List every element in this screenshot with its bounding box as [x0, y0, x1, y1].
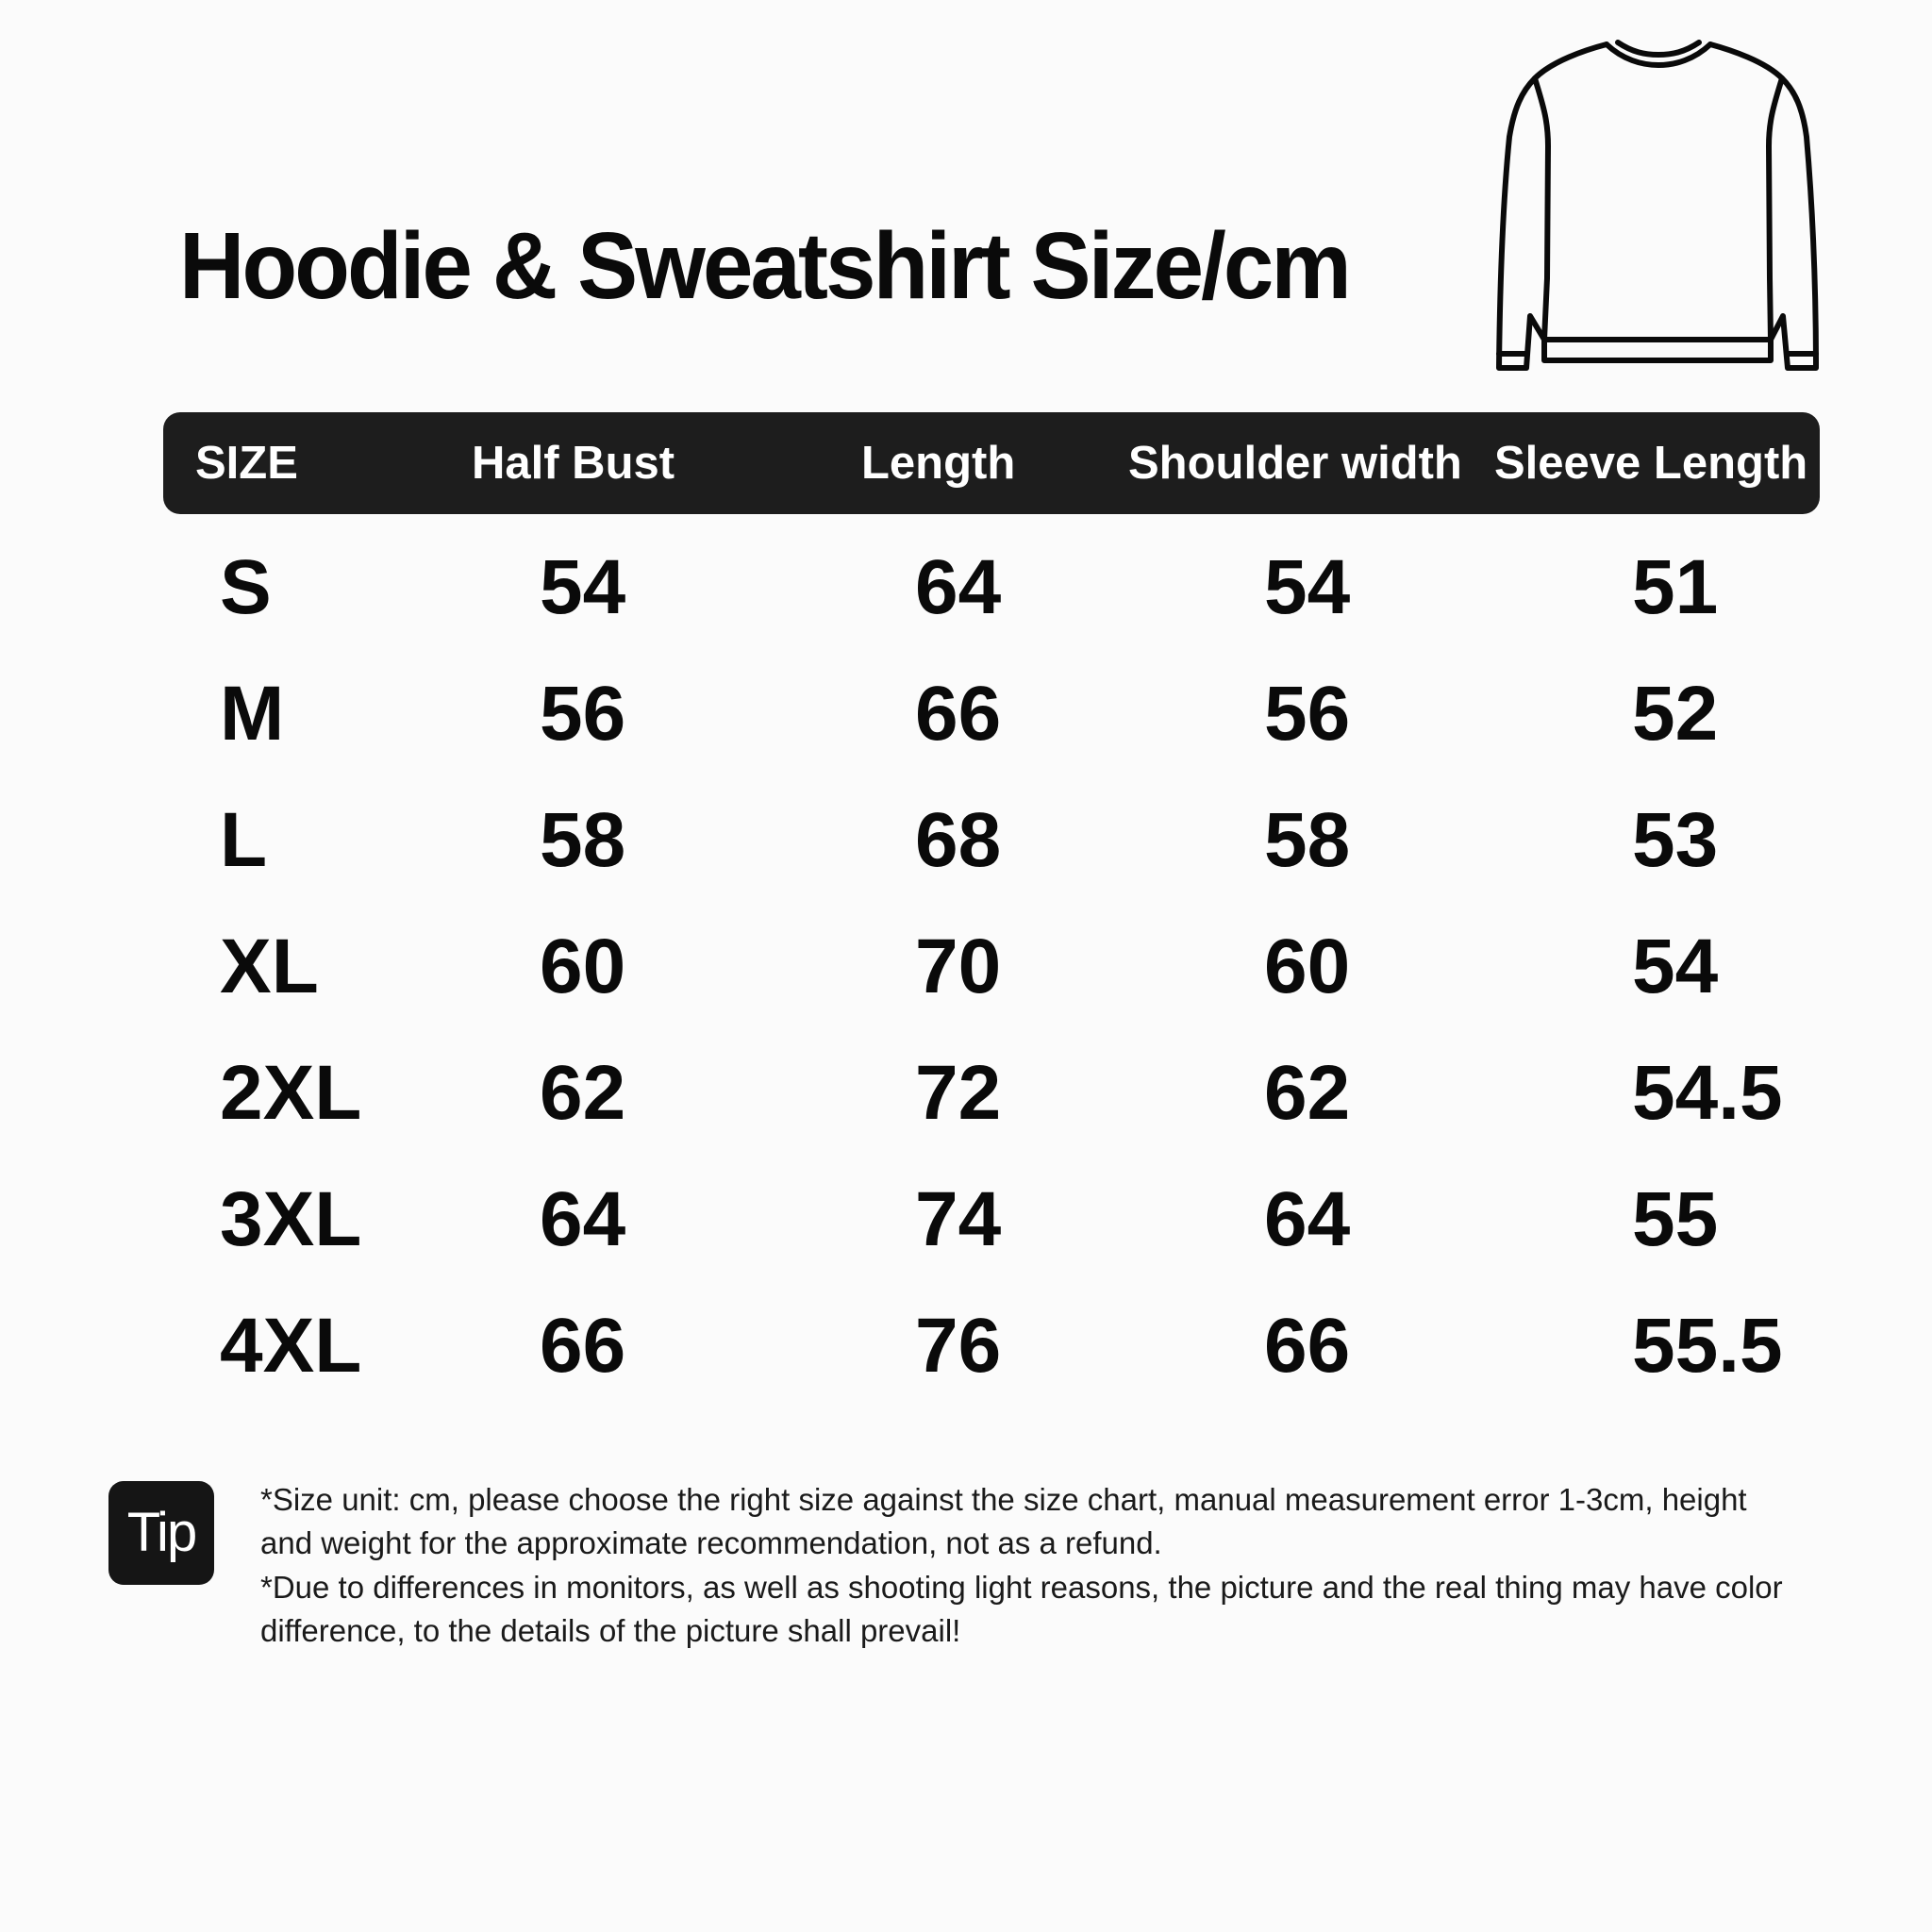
cell-half-bust: 66	[540, 1303, 626, 1389]
cell-half-bust: 56	[540, 671, 626, 757]
cell-shoulder-width: 60	[1264, 924, 1351, 1009]
header-size: SIZE	[195, 438, 298, 489]
cell-sleeve-length: 54	[1632, 924, 1719, 1009]
cell-shoulder-width: 66	[1264, 1303, 1351, 1389]
cell-size: M	[220, 671, 285, 757]
cell-sleeve-length: 55	[1632, 1176, 1719, 1262]
sweatshirt-outline-icon	[1495, 33, 1821, 377]
cell-shoulder-width: 54	[1264, 544, 1351, 630]
cell-sleeve-length: 52	[1632, 671, 1719, 757]
cell-size: S	[220, 544, 272, 630]
header-length: Length	[861, 438, 1016, 489]
cell-sleeve-length: 55.5	[1632, 1303, 1783, 1389]
tip-note-size-unit: *Size unit: cm, please choose the right size against the size chart, manual measurement error 1-3cm, height and weight for the approximate recommendation, not as a refund.	[260, 1482, 1747, 1560]
cell-size: XL	[220, 924, 319, 1009]
cell-half-bust: 54	[540, 544, 626, 630]
cell-shoulder-width: 56	[1264, 671, 1351, 757]
tip-note-color-difference: *Due to differences in monitors, as well as shooting light reasons, the picture and the real thing may have color difference, to the details of the picture shall prevail!	[260, 1570, 1783, 1648]
header-half-bust: Half Bust	[472, 438, 675, 489]
cell-length: 68	[915, 797, 1002, 883]
cell-length: 64	[915, 544, 1002, 630]
cell-size: L	[220, 797, 268, 883]
cell-length: 72	[915, 1050, 1002, 1136]
cell-shoulder-width: 62	[1264, 1050, 1351, 1136]
cell-size: 4XL	[220, 1303, 362, 1389]
tip-badge: Tip	[108, 1481, 214, 1585]
cell-shoulder-width: 58	[1264, 797, 1351, 883]
cell-half-bust: 60	[540, 924, 626, 1009]
cell-sleeve-length: 53	[1632, 797, 1719, 883]
cell-length: 66	[915, 671, 1002, 757]
cell-size: 2XL	[220, 1050, 362, 1136]
page-title: Hoodie & Sweatshirt Size/cm	[179, 213, 1349, 319]
header-shoulder-width: Shoulder width	[1128, 438, 1462, 489]
header-sleeve-length: Sleeve Length	[1494, 438, 1808, 489]
cell-shoulder-width: 64	[1264, 1176, 1351, 1262]
table-header	[163, 412, 1820, 514]
cell-half-bust: 58	[540, 797, 626, 883]
cell-sleeve-length: 54.5	[1632, 1050, 1783, 1136]
cell-size: 3XL	[220, 1176, 362, 1262]
cell-half-bust: 62	[540, 1050, 626, 1136]
cell-length: 70	[915, 924, 1002, 1009]
cell-sleeve-length: 51	[1632, 544, 1719, 630]
cell-length: 76	[915, 1303, 1002, 1389]
cell-length: 74	[915, 1176, 1002, 1262]
cell-half-bust: 64	[540, 1176, 626, 1262]
